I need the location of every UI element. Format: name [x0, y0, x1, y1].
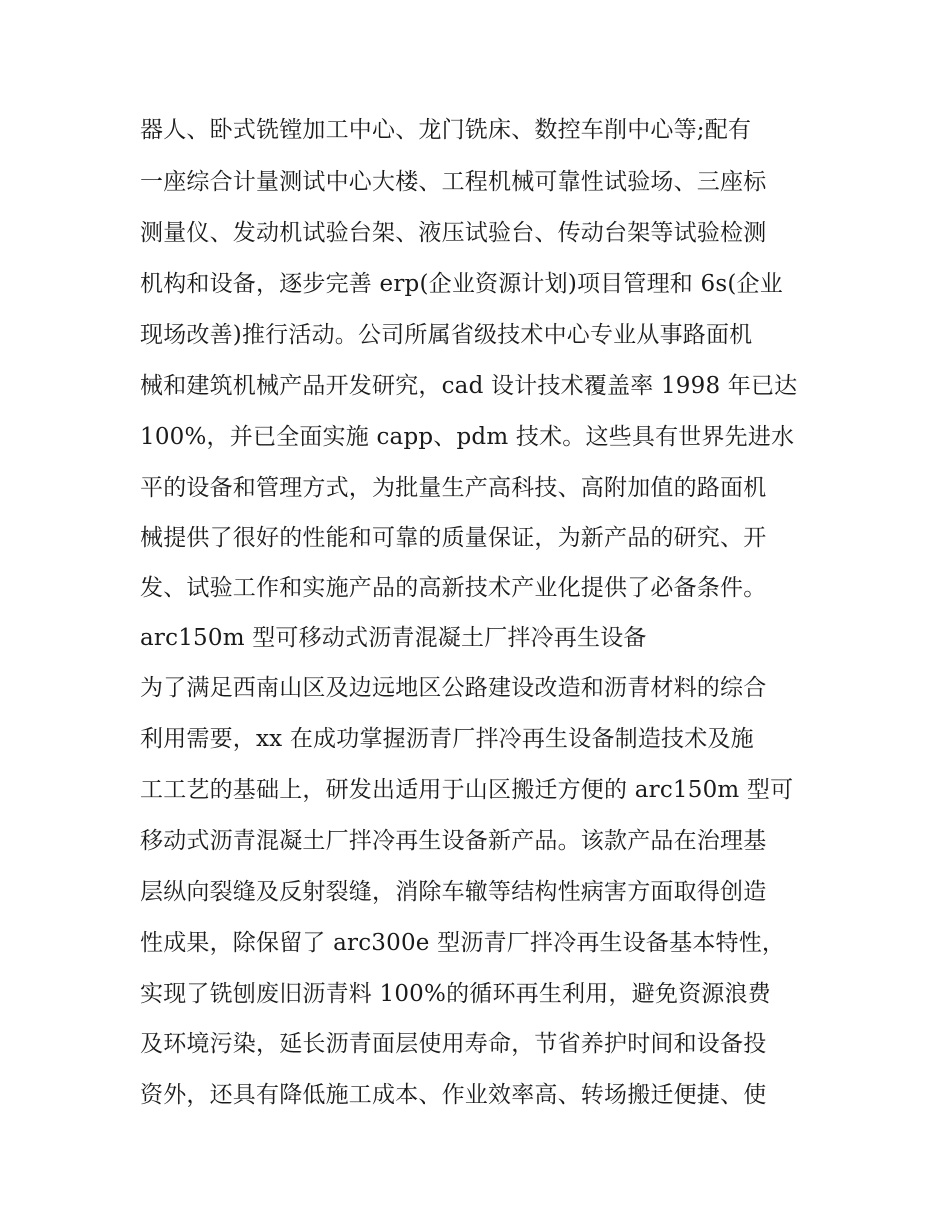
text-line: 层纵向裂缝及反射裂缝，消除车辙等结构性病害方面取得创造: [140, 879, 767, 905]
text-line: 性成果，除保留了 arc300e 型沥青厂拌冷再生设备基本特性，: [140, 930, 786, 956]
text-line: 发、试验工作和实施产品的高新技术产业化提供了必备条件。: [140, 575, 767, 601]
text-line: 资外，还具有降低施工成本、作业效率高、转场搬迁便捷、使: [140, 1082, 767, 1108]
text-line: 现场改善)推行活动。公司所属省级技术中心专业从事路面机: [140, 322, 753, 348]
text-line: 实现了铣刨废旧沥青料 100%的循环再生利用，避免资源浪费: [140, 981, 771, 1007]
section-heading: arc150m 型可移动式沥青混凝土厂拌冷再生设备: [140, 625, 647, 651]
text-line: 械和建筑机械产品开发研究，cad 设计技术覆盖率 1998 年已达: [140, 373, 798, 399]
text-line: 利用需要，xx 在成功掌握沥青厂拌冷再生设备制造技术及施: [140, 726, 754, 752]
text-line: 及环境污染，延长沥青面层使用寿命，节省养护时间和设备投: [140, 1031, 767, 1057]
text-line: 平的设备和管理方式，为批量生产高科技、高附加值的路面机: [140, 475, 767, 501]
text-line: 器人、卧式铣镗加工中心、龙门铣床、数控车削中心等;配有: [140, 117, 752, 143]
text-line: 机构和设备，逐步完善 erp(企业资源计划)项目管理和 6s(企业: [140, 271, 783, 297]
text-line: 测量仪、发动机试验台架、液压试验台、传动台架等试验检测: [140, 220, 767, 246]
text-line: 工工艺的基础上，研发出适用于山区搬迁方便的 arc150m 型可: [140, 777, 794, 803]
text-line: 移动式沥青混凝土厂拌冷再生设备新产品。该款产品在治理基: [140, 828, 767, 854]
text-line: 械提供了很好的性能和可靠的质量保证，为新产品的研究、开: [140, 525, 767, 551]
text-line: 为了满足西南山区及边远地区公路建设改造和沥青材料的综合: [140, 675, 767, 701]
text-line: 一座综合计量测试中心大楼、工程机械可靠性试验场、三座标: [140, 169, 767, 195]
text-line: 100%，并已全面实施 capp、pdm 技术。这些具有世界先进水: [140, 424, 795, 450]
